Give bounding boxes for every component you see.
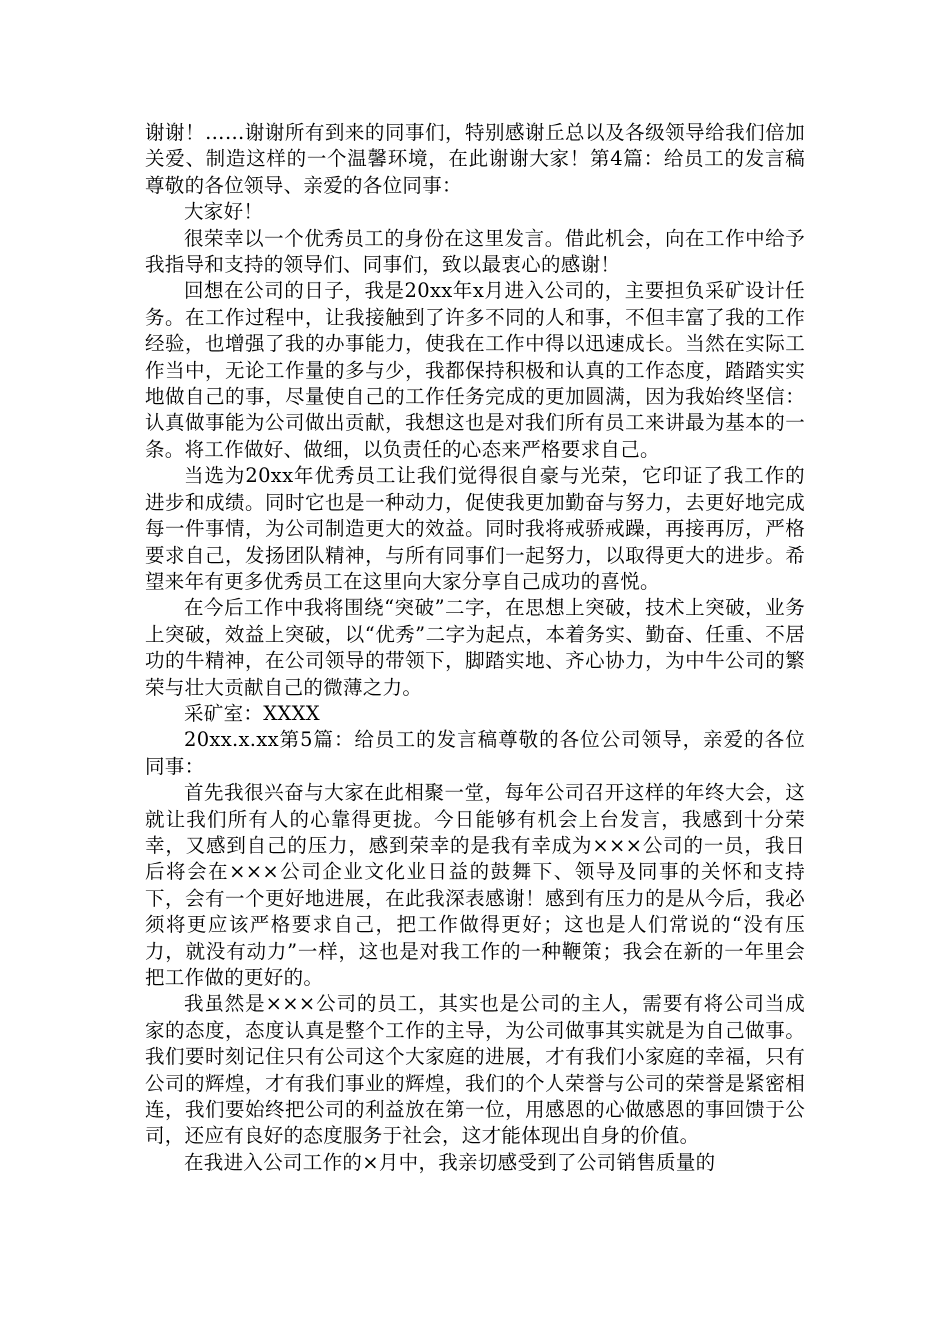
paragraph-date-section5: 20xx.x.xx第5篇：给员工的发言稿尊敬的各位公司领导，亲爱的各位同事： [145,728,805,778]
paragraph-honor: 很荣幸以一个优秀员工的身份在这里发言。借此机会，向在工作中给予我指导和支持的领导们、同事们，致以最衷心的感谢！ [145,226,805,277]
document-page [145,120,805,1176]
paragraph-thanks: 谢谢！……谢谢所有到来的同事们，特别感谢丘总以及各级领导给我们倍加关爱、制造这样的一个温馨环境，在此谢谢大家！第4篇：给员工的发言稿尊敬的各位领导、亲爱的各位同事： [145,121,805,197]
paragraph-owner: 我虽然是×××公司的员工，其实也是公司的主人，需要有将公司当成家的态度，态度认真是整个工作的主导，为公司做事其实就是为自己做事。我们要时刻记住只有公司这个大家庭的进展，才有我们小家庭的幸福，只有公司的辉煌，才有我们事业的辉煌，我们的个人荣誉与公司的荣誉是紧密相连，我们要始终把公司的利益放在第一位，用感恩的心做感恩的事回馈于公司，还应有良好的态度服务于社会，这才能体现出自身的价值。 [145,992,805,1148]
paragraph-future: 在今后工作中我将围绕“突破”二字，在思想上突破，技术上突破，业务上突破，效益上突破，以“优秀”二字为起点，本着务实、勤奋、任重、不居功的牛精神，在公司领导的带领下，脚踏实地、齐心协力，为中牛公司的繁荣与壮大贡献自己的微薄之力。 [145,596,805,699]
paragraph-recall: 回想在公司的日子，我是20xx年x月进入公司的，主要担负采矿设计任务。在工作过程中，让我接触到了许多不同的人和事，不但丰富了我的工作经验，也增强了我的办事能力，使我在工作中得以迅速成长。当然在实际工作当中，无论工作量的多与少，我都保持积极和认真的工作态度，踏踏实实地做自己的事，尽量使自己的工作任务完成的更加圆满，因为我始终坚信：认真做事能为公司做出贡献，我想这也是对我们所有员工来讲最为基本的一条。将工作做好、做细，以负责任的心态来严格要求自己。 [145,279,805,461]
paragraph-signature: 采矿室：XXXX [184,701,320,725]
paragraph-greeting: 大家好！ [184,200,264,224]
paragraph-award: 当选为20xx年优秀员工让我们觉得很自豪与光荣，它印证了我工作的进步和成绩。同时它也是一种动力，促使我更加勤奋与努力，去更好地完成每一件事情，为公司制造更大的效益。同时我将戒骄戒躁，再接再厉，严格要求自己，发扬团队精神，与所有同事们一起努力，以取得更大的进步。希望来年有更多优秀员工在这里向大家分享自己成功的喜悦。 [145,464,805,593]
paragraph-meeting: 首先我很兴奋与大家在此相聚一堂，每年公司召开这样的年终大会，这就让我们所有人的心靠得更拢。今日能够有机会上台发言，我感到十分荣幸，又感到自己的压力，感到荣幸的是我有幸成为×××公司的一员，我日后将会在×××公司企业文化业日益的鼓舞下、领导及同事的关怀和支持下，会有一个更好地进展，在此我深表感谢！感到有压力的是从今后，我必须将更应该严格要求自己，把工作做得更好；这也是人们常说的“没有压力，就没有动力”一样，这也是对我工作的一种鞭策；我会在新的一年里会把工作做的更好的。 [145,781,805,989]
paragraph-months: 在我进入公司工作的×月中，我亲切感受到了公司销售质量的 [184,1150,716,1174]
